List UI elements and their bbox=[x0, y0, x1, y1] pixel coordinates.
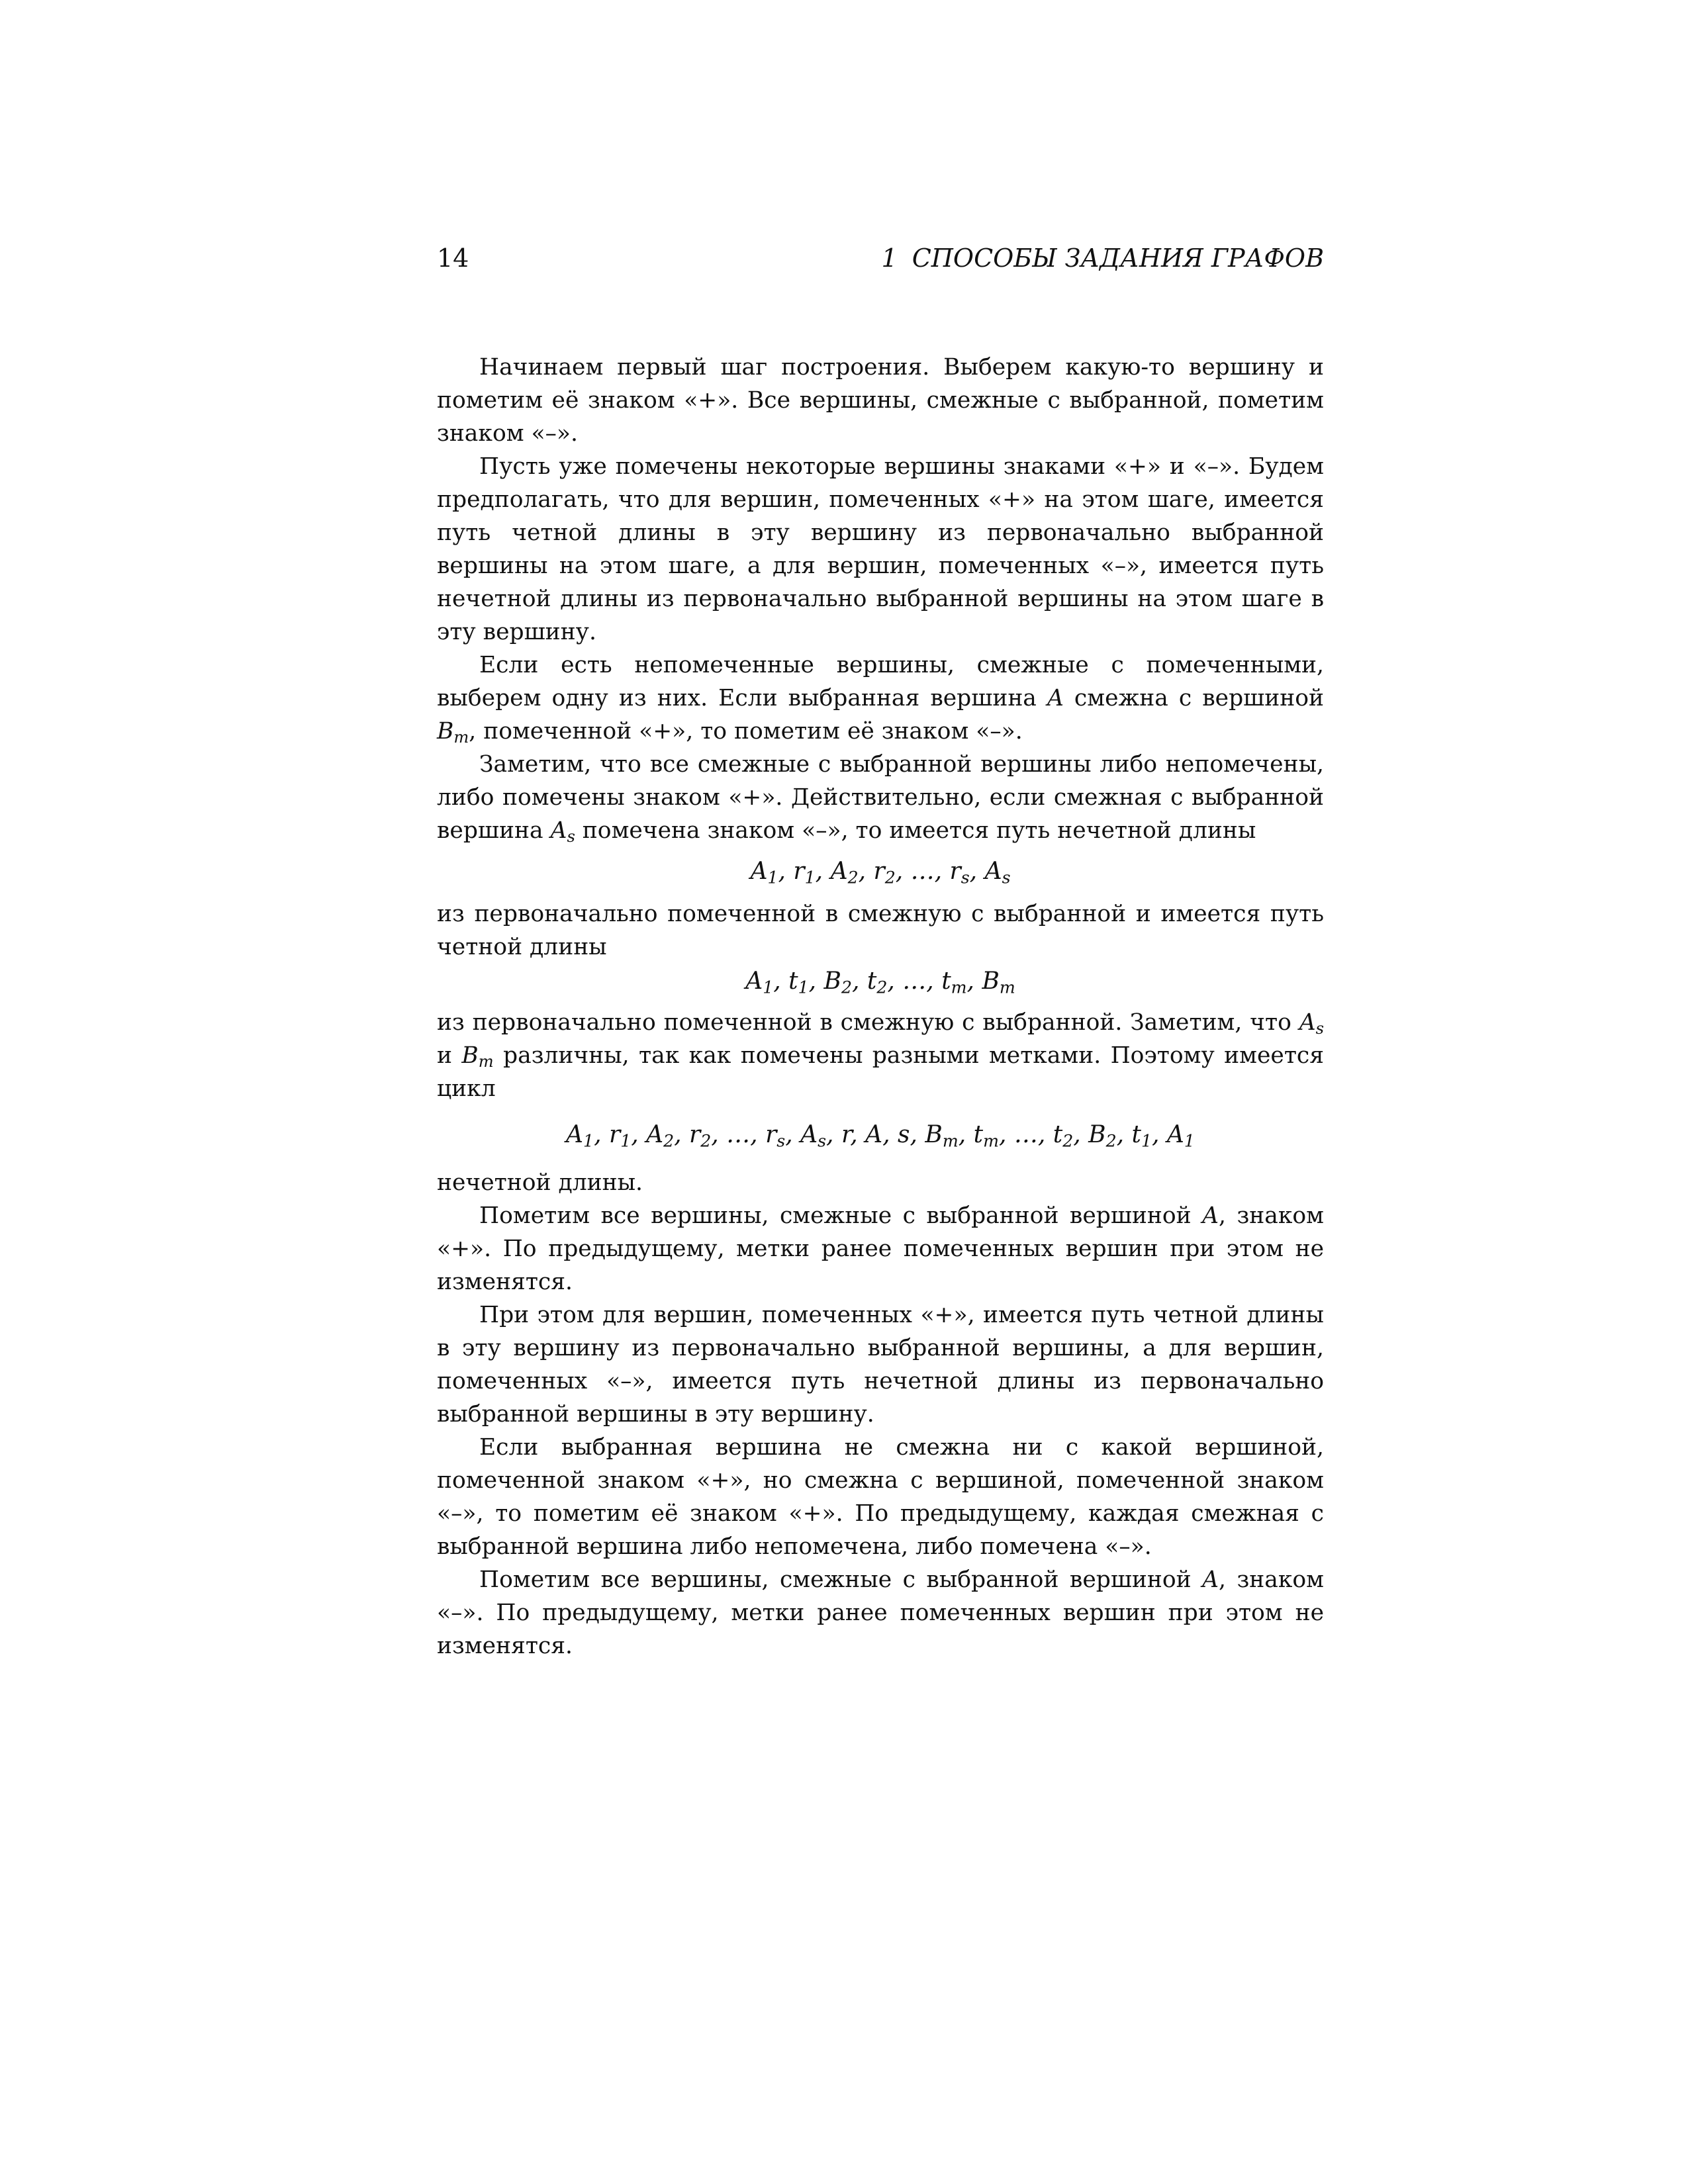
math-Bm: $B_m$ bbox=[437, 718, 469, 747]
paragraph-6-text-a: из первоначально помеченной в смежную с выбранной. Заметим, что bbox=[437, 1009, 1299, 1036]
chapter-title-text: СПОСОБЫ ЗАДАНИЯ ГРАФОВ bbox=[912, 244, 1324, 273]
paragraph-4-text-a: Заметим, что все смежные с выбранной вершины либо непомечены, либо помечены знаком «+». Действительно, если смежная с выбранной вершина bbox=[437, 751, 1324, 844]
math-A: A bbox=[1202, 1203, 1219, 1229]
paragraph-11 bbox=[437, 1563, 1324, 1662]
paragraph-3-text-b: смежна с вершиной bbox=[1063, 685, 1324, 711]
paragraph-8-text-a: Пометим все вершины, смежные с выбранной вершиной bbox=[479, 1203, 1203, 1229]
formula-odd-cycle: $A_1$, $r_1$, $A_2$, $r_2$, …, $r_s$, $A_s$, r, A, s, $B_m$, $t_m$, …, $t_2$, $B_2$, $t_1$, $A_1$ bbox=[566, 1121, 1195, 1151]
paragraph-2: Пусть уже помечены некоторые вершины знаками «+» и «–». Будем предполагать, что для вершин, помеченных «+» на этом шаге, имеется путь четной длины в эту вершину из первоначально выбранной вершины на этом шаге, а для вершин, помеченных «–», имеется путь нечетной длины из первоначально выбранной вершины на этом шаге в эту вершину. bbox=[437, 453, 1324, 645]
math-A: A bbox=[1047, 685, 1064, 711]
paragraph-10: Если выбранная вершина не смежна ни с какой вершиной, помеченной знаком «+», но смежна с вершиной, помеченной знаком «–», то пометим её знаком «+». По предыдущему, каждая смежная с выбранной вершина либо непомечена, либо помечена «–». bbox=[437, 1434, 1324, 1560]
paragraph-8 bbox=[437, 1199, 1324, 1298]
formula-even-path: $A_1$, $t_1$, $B_2$, $t_2$, …, $t_m$, $B_m$ bbox=[745, 968, 1015, 997]
paragraph-11-text-a: Пометим все вершины, смежные с выбранной вершиной bbox=[479, 1567, 1203, 1593]
math-A: A bbox=[1202, 1567, 1219, 1593]
running-head bbox=[437, 238, 1324, 278]
paragraph-6 bbox=[437, 1006, 1324, 1105]
paragraph-8-text-b: , знаком «+». По предыдущему, метки ранее помеченных вершин при этом не изменятся. bbox=[437, 1203, 1325, 1295]
paragraph-7: нечетной длины. bbox=[437, 1169, 643, 1196]
paragraph-3-text-a: Если есть непомеченные вершины, смежные с помеченными, выберем одну из них. Если выбранная вершина bbox=[437, 652, 1324, 711]
math-As: $A_s$ bbox=[550, 817, 575, 846]
math-Bm: $B_m$ bbox=[461, 1042, 494, 1071]
paragraph-6-text-c: различны, так как помечены разными метками. Поэтому имеется цикл bbox=[437, 1042, 1324, 1102]
paragraph-3-text-c: , помеченной «+», то пометим её знаком «–». bbox=[469, 718, 1023, 745]
page bbox=[437, 238, 1324, 1662]
paragraph-4 bbox=[437, 748, 1324, 847]
paragraph-11-text-b: , знаком «–». По предыдущему, метки ранее помеченных вершин при этом не изменятся. bbox=[437, 1567, 1325, 1659]
paragraph-6-text-b: и bbox=[437, 1042, 462, 1069]
paragraph-5: из первоначально помеченной в смежную с выбранной и имеется путь четной длины bbox=[437, 901, 1324, 960]
paragraph-1: Начинаем первый шаг построения. Выберем какую-то вершину и пометим её знаком «+». Все вершины, смежные с выбранной, пометим знаком «–». bbox=[437, 354, 1324, 447]
page-number: 14 bbox=[437, 244, 469, 273]
chapter-number: 1 bbox=[881, 244, 898, 273]
math-As: $A_s$ bbox=[1299, 1009, 1324, 1038]
paragraph-3 bbox=[437, 649, 1324, 748]
body-text bbox=[437, 351, 1324, 1662]
chapter-title bbox=[882, 238, 1324, 278]
paragraph-9: При этом для вершин, помеченных «+», имеется путь четной длины в эту вершину из первоначально выбранной вершины, а для вершин, помеченных «–», имеется путь нечетной длины из первоначально выбранной вершины в эту вершину. bbox=[437, 1302, 1324, 1428]
paragraph-4-text-b: помечена знаком «–», то имеется путь нечетной длины bbox=[575, 817, 1256, 844]
formula-odd-path: $A_1$, $r_1$, $A_2$, $r_2$, …, $r_s$, $A_s$ bbox=[750, 858, 1011, 887]
